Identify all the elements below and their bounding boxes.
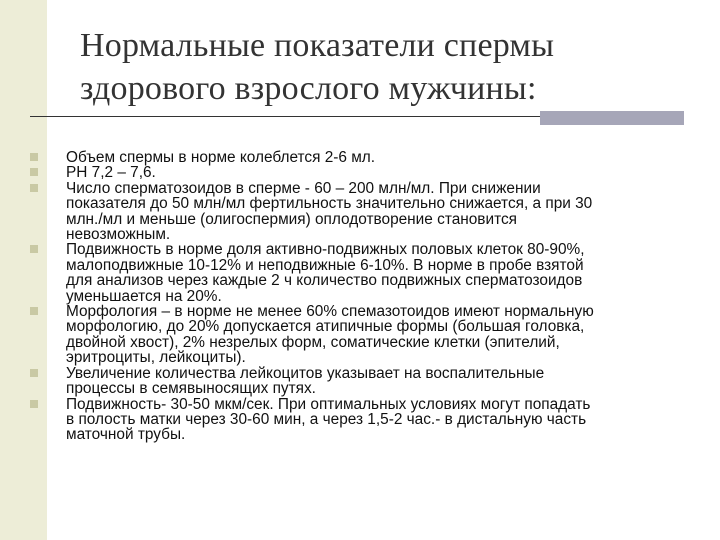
bullet-text-line: малоподвижные 10-12% и неподвижные 6-10%. В норме в пробе взятой [66, 256, 584, 274]
bullet-square-icon [30, 168, 38, 176]
bullet-square-icon [30, 400, 38, 408]
bullet-text-line: эритроциты, лейкоциты). [66, 349, 246, 367]
slide-title-line-2: здорового взрослого мужчины: [80, 70, 537, 107]
bullet-text [66, 165, 696, 180]
bullet-item [0, 165, 720, 180]
bullet-text-line: показателя до 50 млн/мл фертильность значительно снижается, а при 30 [66, 195, 593, 213]
bullet-text-line: Число сперматозоидов в сперме - 60 – 200 млн/мл. При снижении [66, 179, 541, 197]
bullet-text-line: невозможным. [66, 226, 171, 244]
bullet-text-line: в полость матки через 30-60 мин, а через 1,5-2 час.- в дистальную часть [66, 410, 587, 428]
bullet-square-icon [30, 245, 38, 253]
bullet-text-line: двойной хвост), 2% незрелых форм, соматические клетки (эпителий, [66, 333, 560, 351]
slide-title-line-1: Нормальные показатели спермы [80, 27, 555, 64]
bullet-text-line: млн./мл и меньше (олигоспермия) оплодотворение становится [66, 210, 517, 228]
bullet-text [66, 150, 696, 165]
bullet-square-icon [30, 369, 38, 377]
bullet-square-icon [30, 153, 38, 161]
bullet-item [0, 397, 720, 443]
title-accent-bar [540, 111, 684, 125]
bullet-text [66, 242, 696, 304]
bullet-text-line: Подвижность- 30-50 мкм/сек. При оптимальных условиях могут попадать [66, 395, 591, 413]
bullet-item [0, 304, 720, 366]
bullet-item [0, 150, 720, 165]
bullet-text-line: процессы в семявыносящих путях. [66, 380, 316, 398]
bullet-text [66, 366, 696, 397]
bullet-list [0, 150, 720, 443]
bullet-text-line: маточной трубы. [66, 426, 186, 444]
bullet-text [66, 397, 696, 443]
bullet-item [0, 242, 720, 304]
bullet-text-line: Морфология – в норме не менее 60% спемазотоидов имеют нормальную [66, 303, 594, 321]
bullet-text-line: Увеличение количества лейкоцитов указывает на воспалительные [66, 364, 545, 382]
slide-title [80, 24, 700, 110]
bullet-text-line: морфологию, до 20% допускается атипичные формы (большая головка, [66, 318, 585, 336]
bullet-text-line: Подвижность в норме доля активно-подвижных половых клеток 80-90%, [66, 241, 585, 259]
bullet-text-line: для анализов через каждые 2 ч количество подвижных сперматозоидов [66, 272, 583, 290]
bullet-square-icon [30, 307, 38, 315]
bullet-item [0, 366, 720, 397]
bullet-text-line: PH 7,2 – 7,6. [66, 164, 156, 182]
bullet-text [66, 181, 696, 243]
bullet-text-line: уменьшается на 20%. [66, 287, 222, 305]
title-underline [30, 116, 540, 117]
bullet-square-icon [30, 184, 38, 192]
bullet-text-line: Объем спермы в норме колеблется 2-6 мл. [66, 149, 376, 166]
bullet-item [0, 181, 720, 243]
bullet-text [66, 304, 696, 366]
